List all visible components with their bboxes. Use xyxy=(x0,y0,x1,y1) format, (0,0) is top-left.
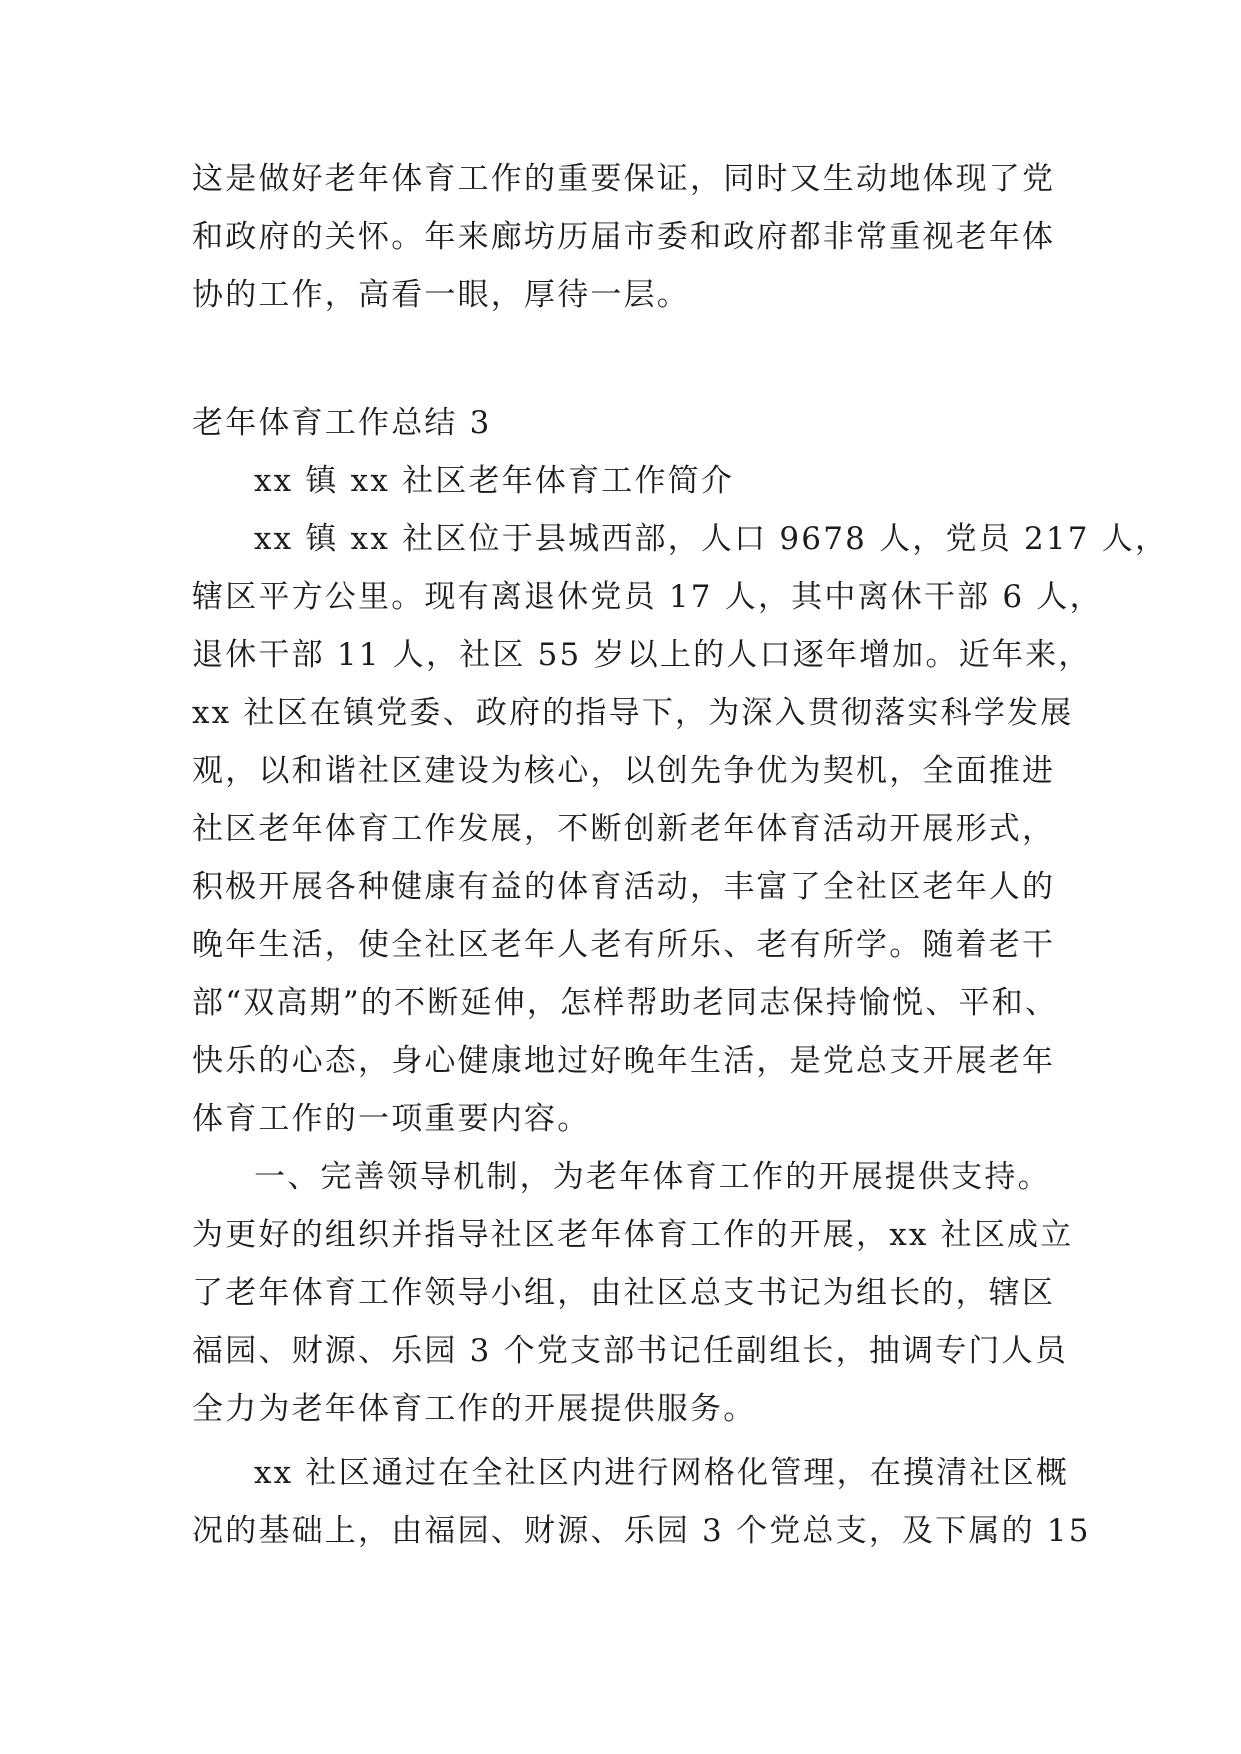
text-line: 部“双高期”的不断延伸，怎样帮助老同志保持愉悦、平和、 xyxy=(192,985,1059,1021)
paragraph-overview xyxy=(192,510,1169,1148)
text-line: 快乐的心态，身心健康地过好晚年生活，是党总支开展老年 xyxy=(192,1043,1056,1079)
paragraph-intro xyxy=(192,150,1054,324)
text-line: 观，以和谐社区建设为核心，以创先争优为契机，全面推进 xyxy=(192,753,1056,789)
text-line: 积极开展各种健康有益的体育活动，丰富了全社区老年人的 xyxy=(192,869,1056,905)
text-line: xx 镇 xx 社区位于县城西部，人口 9678 人，党员 217 人， xyxy=(254,521,1169,557)
text-line: 福园、财源、乐园 3 个党支部书记任副组长，抽调专门人员 xyxy=(192,1333,1069,1369)
text-line: 体育工作的一项重要内容。 xyxy=(192,1101,591,1137)
text-line: 退休干部 11 人，社区 55 岁以上的人口逐年增加。近年来， xyxy=(192,637,1092,673)
text-line: 协的工作，高看一眼，厚待一层。 xyxy=(192,277,690,313)
text-line: 社区老年体育工作发展，不断创新老年体育活动开展形式， xyxy=(192,811,1056,847)
paragraph-leadership xyxy=(192,1148,1074,1438)
text-line: xx 社区在镇党委、政府的指导下，为深入贯彻落实科学发展 xyxy=(192,695,1074,731)
paragraph-grid xyxy=(192,1444,1091,1560)
section-title: 老年体育工作总结 3 xyxy=(192,405,492,441)
text-line: 这是做好老年体育工作的重要保证，同时又生动地体现了党 xyxy=(192,161,1056,197)
subtitle: xx 镇 xx 社区老年体育工作简介 xyxy=(254,463,735,499)
text-line: 和政府的关怀。年来廊坊历届市委和政府都非常重视老年体 xyxy=(192,219,1056,255)
text-line: xx 社区通过在全社区内进行网格化管理，在摸清社区概 xyxy=(254,1455,1070,1491)
text-line: 况的基础上，由福园、财源、乐园 3 个党总支，及下属的 15 xyxy=(192,1513,1091,1549)
text-line: 晚年生活，使全社区老年人老有所乐、老有所学。随着老干 xyxy=(192,927,1056,963)
document-page xyxy=(192,150,1169,1560)
text-line: 辖区平方公里。现有离退休党员 17 人，其中离休干部 6 人， xyxy=(192,579,1103,615)
text-line: 了老年体育工作领导小组，由社区总支书记为组长的，辖区 xyxy=(192,1275,1056,1311)
text-line: 为更好的组织并指导社区老年体育工作的开展，xx 社区成立 xyxy=(192,1217,1074,1253)
text-line: 一、完善领导机制，为老年体育工作的开展提供支持。 xyxy=(254,1159,1051,1195)
text-line: 全力为老年体育工作的开展提供服务。 xyxy=(192,1391,757,1427)
